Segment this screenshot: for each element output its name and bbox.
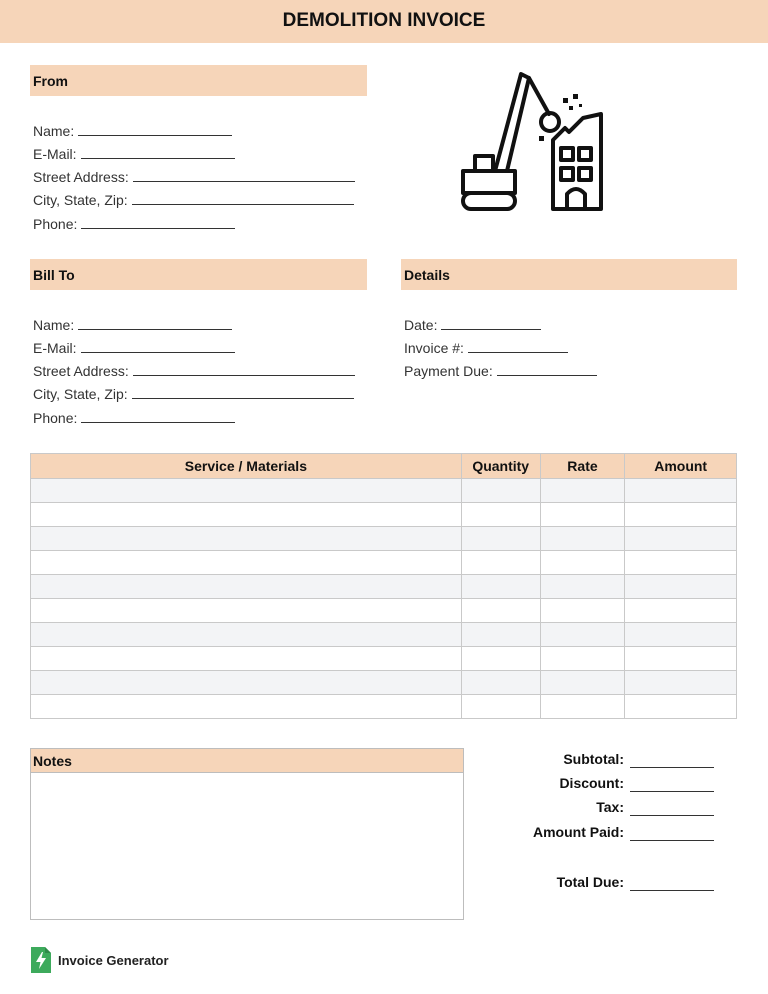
quantity-cell[interactable] [461,479,540,503]
table-row [31,551,737,575]
from-heading: From [30,65,367,96]
quantity-cell[interactable] [461,599,540,623]
items-table [30,453,737,719]
from-name-label: Name: [33,123,75,139]
bill-to-heading: Bill To [30,259,367,290]
colon: : [619,824,624,840]
service-cell[interactable] [31,551,462,575]
from-city-field[interactable] [33,190,354,208]
subtotal-input[interactable] [630,753,714,768]
amount-cell[interactable] [625,479,737,503]
rate-cell[interactable] [540,575,625,599]
amount-cell[interactable] [625,575,737,599]
rate-cell[interactable] [540,695,625,719]
bill-email-field[interactable] [33,338,235,356]
table-row [31,647,737,671]
from-phone-field[interactable] [33,214,235,232]
quantity-cell[interactable] [461,527,540,551]
table-row [31,599,737,623]
bill-phone-label: Phone: [33,410,78,426]
rate-cell[interactable] [540,479,625,503]
table-row [31,575,737,599]
service-cell[interactable] [31,671,462,695]
col-amount: Amount [625,454,737,479]
service-cell[interactable] [31,599,462,623]
invoice-number-label: Invoice #: [404,340,464,356]
service-cell[interactable] [31,647,462,671]
col-service-materials: Service / Materials [31,454,462,479]
table-row [31,671,737,695]
table-header-row [31,454,737,479]
table-row [31,695,737,719]
amount-paid-label: Amount Paid [532,824,620,840]
rate-cell[interactable] [540,527,625,551]
total-due-label: Total Due [556,874,620,890]
amount-cell[interactable] [625,551,737,575]
notes-heading: Notes [31,749,463,773]
from-phone-label: Phone: [33,216,78,232]
service-cell[interactable] [31,623,462,647]
invoice-number-field[interactable] [404,338,568,356]
quantity-cell[interactable] [461,575,540,599]
date-label: Date: [404,317,438,333]
table-row [31,623,737,647]
quantity-cell[interactable] [461,671,540,695]
bill-phone-field[interactable] [33,408,235,426]
discount-label: Discount [559,775,620,791]
colon: : [619,799,624,815]
quantity-cell[interactable] [461,647,540,671]
quantity-cell[interactable] [461,695,540,719]
amount-cell[interactable] [625,695,737,719]
from-email-label: E-Mail: [33,146,77,162]
colon: : [619,751,624,767]
colon: : [619,874,624,890]
quantity-cell[interactable] [461,623,540,647]
table-row [31,479,737,503]
table-row [31,527,737,551]
col-rate: Rate [540,454,625,479]
amount-cell[interactable] [625,503,737,527]
service-cell[interactable] [31,479,462,503]
rate-cell[interactable] [540,503,625,527]
service-cell[interactable] [31,527,462,551]
payment-due-field[interactable] [404,361,597,379]
from-email-field[interactable] [33,144,235,162]
notes-box[interactable] [30,748,464,920]
rate-cell[interactable] [540,623,625,647]
bill-city-label: City, State, Zip: [33,386,128,402]
total-due-input[interactable] [630,876,714,891]
col-quantity: Quantity [461,454,540,479]
bill-street-label: Street Address: [33,363,129,379]
amount-cell[interactable] [625,527,737,551]
rate-cell[interactable] [540,599,625,623]
from-city-label: City, State, Zip: [33,192,128,208]
amount-paid-input[interactable] [630,826,714,841]
payment-due-label: Payment Due: [404,363,493,379]
from-street-field[interactable] [33,167,355,185]
lightning-bolt-icon [31,947,51,973]
discount-input[interactable] [630,777,714,792]
rate-cell[interactable] [540,647,625,671]
bill-street-field[interactable] [33,361,355,379]
amount-cell[interactable] [625,623,737,647]
service-cell[interactable] [31,695,462,719]
tax-label: Tax [596,799,620,815]
amount-cell[interactable] [625,647,737,671]
subtotal-label: Subtotal [563,751,620,767]
tax-input[interactable] [630,801,714,816]
bill-name-field[interactable] [33,315,232,333]
table-row [31,503,737,527]
bill-city-field[interactable] [33,384,354,402]
quantity-cell[interactable] [461,503,540,527]
from-street-label: Street Address: [33,169,129,185]
bill-email-label: E-Mail: [33,340,77,356]
details-heading: Details [401,259,737,290]
rate-cell[interactable] [540,671,625,695]
from-name-field[interactable] [33,121,232,139]
amount-cell[interactable] [625,599,737,623]
bill-name-label: Name: [33,317,75,333]
service-cell[interactable] [31,503,462,527]
quantity-cell[interactable] [461,551,540,575]
page-title: DEMOLITION INVOICE [282,10,486,31]
colon: : [619,775,624,791]
service-cell[interactable] [31,575,462,599]
demolition-crane-icon [455,68,615,218]
brand-name: Invoice Generator [58,953,169,968]
date-field[interactable] [404,315,541,333]
amount-cell[interactable] [625,671,737,695]
rate-cell[interactable] [540,551,625,575]
